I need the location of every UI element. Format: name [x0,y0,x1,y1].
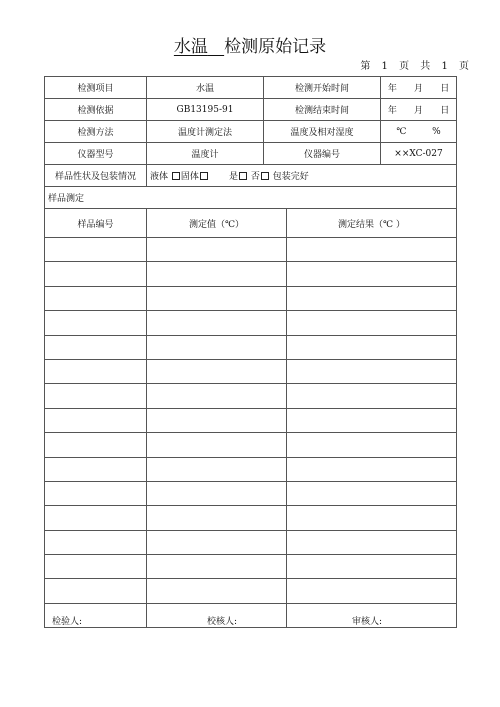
temp-unit: ℃ [396,126,407,137]
env-label: 温度及相对湿度 [264,121,381,143]
sample-no-cell[interactable] [45,384,147,408]
sample-no-cell[interactable] [45,408,147,432]
measurement-row [45,530,457,554]
measured-value-cell[interactable] [147,457,287,481]
measurement-row [45,335,457,359]
measured-value-cell[interactable] [147,506,287,530]
basis-value: GB13195-91 [147,99,264,121]
measured-value-cell[interactable] [147,311,287,335]
result-cell[interactable] [287,506,457,530]
result-cell[interactable] [287,262,457,286]
item-label: 检测项目 [45,77,147,99]
sample-no-cell[interactable] [45,238,147,262]
row-instrument [45,143,457,165]
page-total-label: 共 [420,61,432,72]
sample-measure-label: 样品测定 [45,187,457,209]
page-indicator [360,57,470,72]
method-label: 检测方法 [45,121,147,143]
end-time-label: 检测结束时间 [264,99,381,121]
measurement-row [45,286,457,310]
sample-no-cell[interactable] [45,555,147,579]
measurement-rows [45,238,457,628]
page-unit-2: 页 [459,61,470,72]
yes-label: 是 [228,172,238,182]
measurement-row [45,384,457,408]
result-cell[interactable] [287,579,457,603]
start-time-label: 检测开始时间 [264,77,381,99]
title-underline-gap [208,37,224,57]
page-total: 1 [441,61,449,72]
liquid-label: 液体 [150,172,169,182]
page-number: 1 [381,61,389,72]
sample-no-cell[interactable] [45,286,147,310]
measured-value-cell[interactable] [147,481,287,505]
measurement-row [45,311,457,335]
result-cell[interactable] [287,481,457,505]
instrument-model-value: 温度计 [147,143,264,165]
sample-no-cell[interactable] [45,481,147,505]
measured-value-cell[interactable] [147,262,287,286]
humidity-unit: % [432,126,441,137]
measurement-row [45,262,457,286]
day-label: 日 [440,106,450,116]
result-cell[interactable] [287,555,457,579]
result-cell[interactable] [287,457,457,481]
result-cell[interactable] [287,530,457,554]
page-first: 第 [360,61,372,72]
result-cell[interactable] [287,408,457,432]
measurement-row [45,481,457,505]
reviewer-label: 审核人: [352,617,383,627]
solid-label: 固体 [180,172,199,182]
inspector-label: 检验人: [52,617,83,627]
col-measured: 测定值（℃） [147,209,287,238]
sample-no-cell[interactable] [45,530,147,554]
sample-no-cell[interactable] [45,335,147,359]
measurement-row [45,579,457,603]
sample-no-cell[interactable] [45,457,147,481]
sample-no-cell[interactable] [45,359,147,383]
no-checkbox[interactable] [261,172,269,180]
measurement-row [45,433,457,457]
yes-checkbox[interactable] [239,172,247,180]
sample-no-cell[interactable] [45,311,147,335]
row-basis [45,99,457,121]
measured-value-cell[interactable] [147,579,287,603]
result-cell[interactable] [287,311,457,335]
measurement-row [45,359,457,383]
result-cell[interactable] [287,433,457,457]
start-time-value[interactable] [381,77,457,99]
measured-value-cell[interactable] [147,530,287,554]
method-value: 温度计测定法 [147,121,264,143]
day-label: 日 [440,84,450,94]
result-cell[interactable] [287,286,457,310]
instrument-no-value: ××XC-027 [381,143,457,165]
title-item: 水温 [173,37,208,57]
column-header-row [45,209,457,238]
sample-no-cell[interactable] [45,262,147,286]
year-label: 年 [387,106,397,116]
row-sample-measure [45,187,457,209]
result-cell[interactable] [287,238,457,262]
basis-label: 检测依据 [45,99,147,121]
no-label: 否 [250,172,260,182]
col-result: 测定结果（℃ ） [287,209,457,238]
measurement-row [45,238,457,262]
env-value[interactable] [381,121,457,143]
measurement-row [45,506,457,530]
row-method [45,121,457,143]
col-sample-no: 样品编号 [45,209,147,238]
instrument-no-label: 仪器编号 [264,143,381,165]
measured-value-cell[interactable] [147,433,287,457]
solid-checkbox[interactable] [200,172,208,180]
measured-value-cell[interactable] [147,384,287,408]
measured-value-cell[interactable] [147,408,287,432]
result-cell[interactable] [287,384,457,408]
sample-no-cell[interactable] [45,506,147,530]
row-item [45,77,457,99]
liquid-checkbox[interactable] [172,172,180,180]
item-value: 水温 [147,77,264,99]
instrument-model-label: 仪器型号 [45,143,147,165]
month-label: 月 [414,106,424,116]
measured-value-cell[interactable] [147,359,287,383]
checker-label: 校核人: [207,617,238,627]
measurement-row [45,408,457,432]
result-cell[interactable] [287,335,457,359]
record-table [44,76,457,628]
result-cell[interactable] [287,359,457,383]
measured-value-cell[interactable] [147,238,287,262]
row-sample-condition [45,165,457,187]
sample-condition-label: 样品性状及包装情况 [45,165,147,187]
document-title [0,32,500,57]
page-unit: 页 [399,61,411,72]
sample-no-cell[interactable] [45,433,147,457]
measurement-row [45,555,457,579]
year-label: 年 [387,84,397,94]
measured-value-cell[interactable] [147,335,287,359]
measurement-row [45,457,457,481]
title-rest: 检测原始记录 [224,37,327,57]
measurement-row [45,603,457,627]
end-time-value[interactable] [381,99,457,121]
month-label: 月 [414,84,424,94]
measured-value-cell[interactable] [147,286,287,310]
intact-label: 包装完好 [272,172,309,182]
sample-no-cell[interactable] [45,579,147,603]
sample-condition-value [147,165,457,187]
measured-value-cell[interactable] [147,555,287,579]
